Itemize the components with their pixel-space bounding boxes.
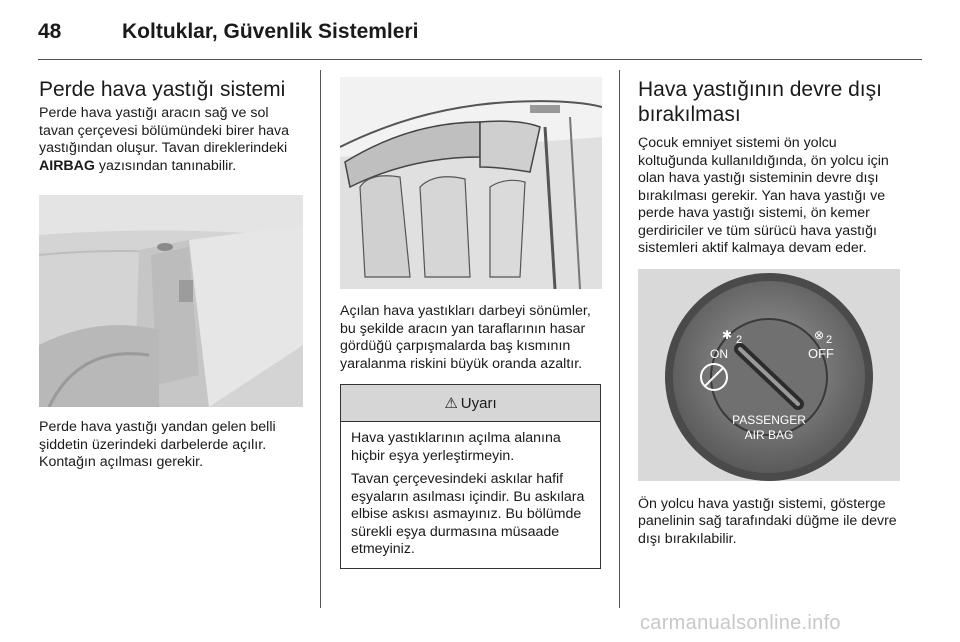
switch-label-off: OFF xyxy=(808,345,834,361)
section-heading-airbag-deactivation: Hava yastığının devre dışı bırakılması xyxy=(638,78,882,126)
curtain-airbag-intro: Perde hava yastığı aracın sağ ve sol tavan çerçevesi bölümündeki birer hava yastığından oluşur. Tavan direklerindeki AIRBAG yazısından tanınabilir. xyxy=(39,105,289,174)
warning-triangle-icon: ⚠ xyxy=(444,395,458,412)
airbag-effect-text: Açılan hava yastıkları darbeyi sönümler, bu şekilde aracın yan taraflarının hasar gördüğü çarpışmalarda baş kısmının yaralanma riskini büyük oranda azaltır. xyxy=(340,303,591,372)
column-right xyxy=(638,77,902,548)
switch-seat-number-right: 2 xyxy=(826,333,833,346)
warning-title: Uyarı xyxy=(460,394,497,412)
warning-text-1: Hava yastıklarının açılma alanına hiçbir eşya yerleştirmeyin. xyxy=(351,430,561,464)
chapter-title: Koltuklar, Güvenlik Sistemleri xyxy=(122,20,419,43)
switch-seat-number-left: 2 xyxy=(736,333,743,346)
svg-text:⊗: ⊗ xyxy=(814,327,825,342)
column-middle xyxy=(340,77,602,569)
section-heading-curtain-airbag: Perde hava yastığı sistemi xyxy=(39,78,286,101)
pillar-airbag-photo xyxy=(39,195,303,407)
header-rule xyxy=(38,59,922,60)
warning-text-2: Tavan çerçevesindeki askılar hafif eşyaların asılması içindir. Bu askılara elbise askısı asmayınız. Bu bölümde sürekli eşya durmasına müsaade etmeyiniz. xyxy=(351,471,585,557)
svg-text:✱: ✱ xyxy=(722,327,733,342)
watermark: carmanualsonline.info xyxy=(640,612,841,634)
warning-body xyxy=(341,422,600,568)
curtain-airbag-deploy-text: Perde hava yastığı yandan gelen belli şiddetin üzerindeki darbelerde açılır. Kontağın açılması gerekir. xyxy=(39,419,276,470)
passenger-airbag-switch-photo xyxy=(638,269,900,481)
airbag-deactivation-text: Çocuk emniyet sistemi ön yolcu koltuğunda kullanıldığında, ön yolcu için olan hava yastığı sisteminin devre dışı bırakılması gerekir. Yan hava yastığı ve perde hava yastığı sistemi, ön kemer gerdiriciler ve tüm sürücü hava yastığı sistemleri aktif kalmaya devam eder. xyxy=(638,135,889,256)
column-left xyxy=(39,77,307,472)
column-divider xyxy=(619,70,620,608)
switch-label-passenger: PASSENGER xyxy=(732,412,806,427)
warning-box xyxy=(340,384,601,569)
warning-header xyxy=(341,385,600,422)
switch-label-airbag: AIR BAG xyxy=(744,427,794,442)
column-divider xyxy=(320,70,321,608)
page-number: 48 xyxy=(38,20,62,43)
airbag-label: AIRBAG xyxy=(39,157,95,174)
curtain-airbag-deployed-illustration xyxy=(340,77,602,289)
switch-label-on: ON xyxy=(710,346,728,361)
switch-description-text: Ön yolcu hava yastığı sistemi, gösterge panelinin sağ tarafındaki düğme ile devre dışı bırakılabilir. xyxy=(638,495,897,547)
